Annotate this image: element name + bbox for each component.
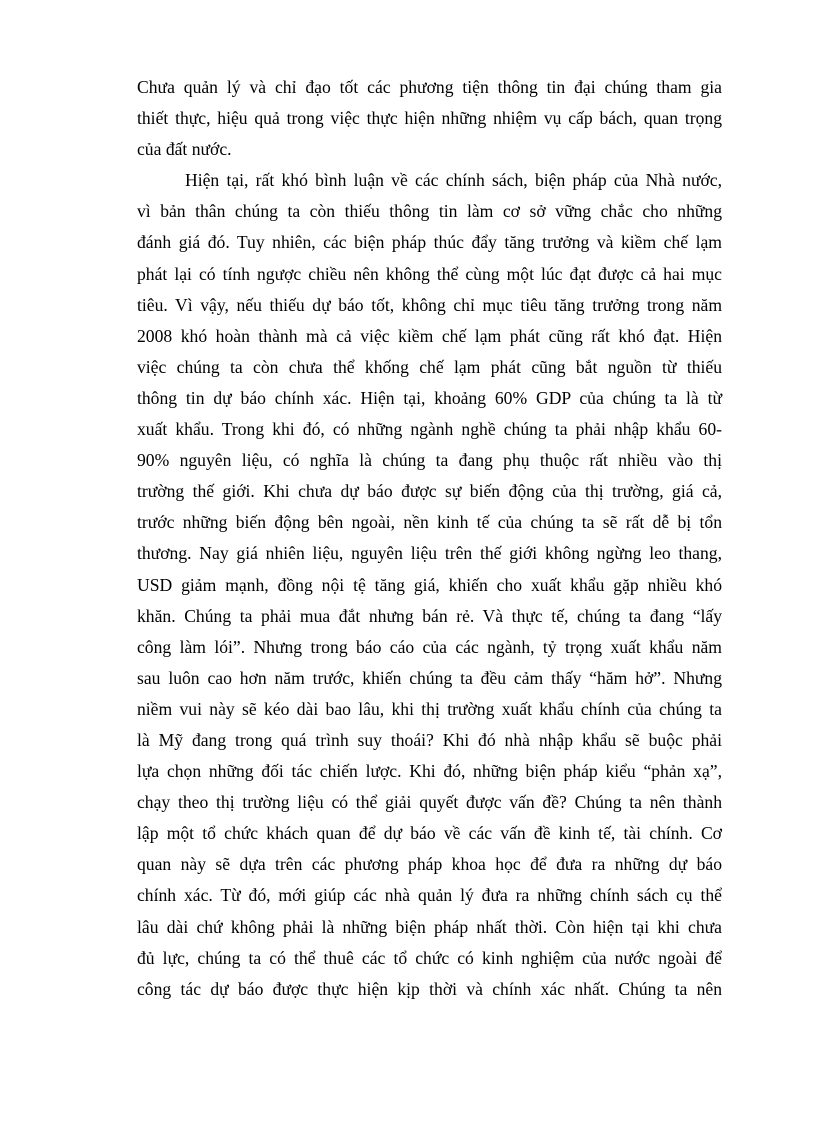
document-body [137, 72, 722, 1005]
paragraph-2-line-10: 90% nguyên liệu, có nghĩa là chúng ta đang phụ thuộc rất nhiều vào thị [137, 450, 722, 471]
paragraph-2-line-27: công tác dự báo được thực hiện kịp thời và chính xác nhất. Chúng ta nên [137, 978, 722, 999]
paragraph-2-line-14: USD giảm mạnh, đồng nội tệ tăng giá, khiến cho xuất khẩu gặp nhiều khó [137, 574, 722, 595]
paragraph-2-line-21: chạy theo thị trường liệu có thể giải quyết được vấn đề? Chúng ta nên thành [137, 792, 722, 813]
paragraph-2-line-2: vì bản thân chúng ta còn thiếu thông tin làm cơ sở vững chắc cho những [137, 201, 722, 222]
paragraph-2-line-24: chính xác. Từ đó, mới giúp các nhà quản lý đưa ra những chính sách cụ thể [137, 885, 722, 906]
paragraph-2-line-18: niềm vui này sẽ kéo dài bao lâu, khi thị trường xuất khẩu chính của chúng ta [137, 698, 722, 719]
paragraph-2-line-22: lập một tổ chức khách quan để dự báo về các vấn đề kinh tế, tài chính. Cơ [137, 823, 722, 844]
paragraph-2-line-1: Hiện tại, rất khó bình luận về các chính sách, biện pháp của Nhà nước, [185, 170, 722, 191]
paragraph-2-line-7: việc chúng ta còn chưa thể khống chế lạm phát cũng bắt nguồn từ thiếu [137, 356, 722, 377]
paragraph-1-line-2: thiết thực, hiệu quả trong việc thực hiện những nhiệm vụ cấp bách, quan trọng [137, 108, 722, 129]
paragraph-2-line-4: phát lại có tính ngược chiều nên không thể cùng một lúc đạt được cả hai mục [137, 263, 722, 284]
paragraph-2-line-8: thông tin dự báo chính xác. Hiện tại, khoảng 60% GDP của chúng ta là từ [137, 387, 722, 408]
paragraph-2-line-20: lựa chọn những đối tác chiến lược. Khi đó, những biện pháp kiểu “phản xạ”, [137, 761, 722, 782]
paragraph-2-line-3: đánh giá đó. Tuy nhiên, các biện pháp thúc đẩy tăng trưởng và kiềm chế lạm [137, 232, 722, 253]
paragraph-2-line-12: trước những biến động bên ngoài, nền kinh tế của chúng ta sẽ rất dễ bị tổn [137, 512, 722, 533]
paragraph-2-line-16: công làm lói”. Nhưng trong báo cáo của các ngành, tỷ trọng xuất khẩu năm [137, 636, 722, 657]
paragraph-2-line-13: thương. Nay giá nhiên liệu, nguyên liệu trên thế giới không ngừng leo thang, [137, 543, 722, 564]
paragraph-2-line-23: quan này sẽ dựa trên các phương pháp khoa học để đưa ra những dự báo [137, 854, 722, 875]
paragraph-2-line-5: tiêu. Vì vậy, nếu thiếu dự báo tốt, không chỉ mục tiêu tăng trưởng trong năm [137, 294, 722, 315]
paragraph-2-line-9: xuất khẩu. Trong khi đó, có những ngành nghề chúng ta phải nhập khẩu 60- [137, 419, 722, 440]
paragraph-1-line-1: Chưa quản lý và chỉ đạo tốt các phương tiện thông tin đại chúng tham gia [137, 77, 722, 97]
paragraph-2-line-11: trường thế giới. Khi chưa dự báo được sự biến động của thị trường, giá cả, [137, 481, 722, 502]
paragraph-2-line-25: lâu dài chứ không phải là những biện pháp nhất thời. Còn hiện tại khi chưa [137, 916, 722, 937]
paragraph-2-line-6: 2008 khó hoàn thành mà cả việc kiềm chế lạm phát cũng rất khó đạt. Hiện [137, 325, 722, 346]
paragraph-2-line-15: khăn. Chúng ta phải mua đắt nhưng bán rẻ. Và thực tế, chúng ta đang “lấy [137, 605, 722, 626]
paragraph-2-line-17: sau luôn cao hơn năm trước, khiến chúng ta đều cảm thấy “hăm hở”. Nhưng [137, 667, 722, 688]
paragraph-2-line-19: là Mỹ đang trong quá trình suy thoái? Khi đó nhà nhập khẩu sẽ buộc phải [137, 729, 722, 750]
paragraph-1-line-3: của đất nước. [137, 139, 232, 160]
paragraph-2-line-26: đủ lực, chúng ta có thể thuê các tổ chức có kinh nghiệm của nước ngoài để [137, 947, 722, 968]
